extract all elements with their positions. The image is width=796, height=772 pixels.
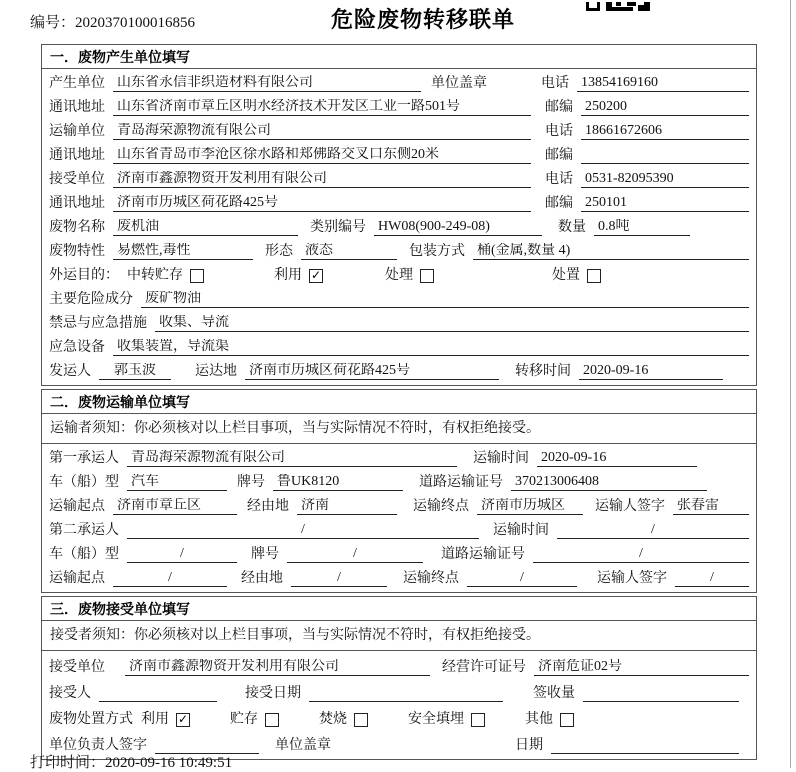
checkbox-empty-icon bbox=[190, 269, 204, 283]
origin-label: 运输起点 bbox=[49, 499, 105, 514]
print-time bbox=[30, 751, 232, 772]
checkbox-empty-icon bbox=[354, 713, 368, 727]
address-label: 通讯地址 bbox=[49, 100, 105, 115]
hazard-label: 主要危险成分 bbox=[49, 292, 133, 307]
checkbox-empty-icon bbox=[471, 713, 485, 727]
qty-label: 数量 bbox=[558, 220, 586, 235]
section-transporter bbox=[41, 389, 757, 593]
unit-seal-label: 单位盖章 bbox=[431, 76, 487, 91]
checkbox-empty-icon bbox=[560, 713, 574, 727]
row-producer-address bbox=[49, 94, 749, 118]
checkbox-option bbox=[230, 711, 279, 728]
producer-phone-value: 13854169160 bbox=[577, 75, 749, 92]
qty-value: 0.8吨 bbox=[594, 219, 690, 236]
purpose-options bbox=[127, 267, 601, 284]
plate-label: 牌号 bbox=[237, 475, 265, 490]
destination-value: 济南市历城区荷花路425号 bbox=[245, 363, 499, 380]
print-time-value: 2020-09-16 10:49:51 bbox=[105, 755, 233, 771]
receive-unit-value: 济南市鑫源物资开发利用有限公司 bbox=[125, 659, 430, 676]
category-value: HW08(900-249-08) bbox=[374, 219, 542, 236]
vehicle-type-label: 车（船）型 bbox=[49, 547, 119, 562]
row-first-route bbox=[49, 493, 749, 517]
second-origin-value: / bbox=[113, 570, 227, 587]
first-plate-value: 鲁UK8120 bbox=[273, 474, 403, 491]
receipt-qty-label: 签收量 bbox=[533, 686, 575, 701]
second-carrier-label: 第二承运人 bbox=[49, 523, 119, 538]
print-time-label: 打印时间： bbox=[30, 755, 106, 771]
carrier-sign-label: 运输人签字 bbox=[595, 499, 665, 514]
qr-code-fragment bbox=[586, 0, 656, 16]
row-first-carrier bbox=[49, 445, 749, 469]
transport-time-label: 运输时间 bbox=[473, 451, 529, 466]
producer-label: 产生单位 bbox=[49, 76, 105, 91]
first-road-license-value: 370213006408 bbox=[511, 474, 707, 491]
checkbox-option bbox=[141, 711, 190, 728]
first-origin-value: 济南市章丘区 bbox=[113, 498, 237, 515]
producer-address-value: 山东省济南市章丘区明水经济技术开发区工业一路501号 bbox=[113, 99, 531, 116]
package-label: 包装方式 bbox=[409, 244, 465, 259]
checkbox-option bbox=[127, 267, 204, 284]
form-label: 形态 bbox=[265, 244, 293, 259]
address-label: 通讯地址 bbox=[49, 148, 105, 163]
checkbox-option-label: 处置 bbox=[552, 268, 580, 283]
receive-unit-label: 接受单位 bbox=[49, 660, 105, 675]
first-carrier-label: 第一承运人 bbox=[49, 451, 119, 466]
second-transport-time-value: / bbox=[557, 522, 749, 539]
date-value bbox=[551, 737, 739, 754]
transporter-phone-value: 18661672606 bbox=[581, 123, 749, 140]
acceptor-value bbox=[99, 685, 217, 702]
phone-label: 电话 bbox=[545, 172, 573, 187]
row-waste-name bbox=[49, 214, 749, 238]
zip-label: 邮编 bbox=[545, 148, 573, 163]
producer-value: 山东省永信非织造材料有限公司 bbox=[113, 75, 421, 92]
first-vehicle-value: 汽车 bbox=[127, 474, 227, 491]
road-license-label: 道路运输证号 bbox=[419, 475, 503, 490]
character-label: 废物特性 bbox=[49, 244, 105, 259]
checkbox-checked-icon: ✓ bbox=[177, 711, 189, 726]
row-waste-character bbox=[49, 238, 749, 262]
endpoint-label: 运输终点 bbox=[403, 571, 459, 586]
section-producer bbox=[41, 44, 757, 386]
doc-number-label: 编号： bbox=[30, 15, 76, 31]
checkbox-checked-icon: ✓ bbox=[310, 267, 322, 282]
section2-title: 二．废物运输单位填写 bbox=[42, 390, 756, 414]
form-body bbox=[41, 44, 757, 763]
character-value: 易燃性,毒性 bbox=[113, 243, 253, 260]
section3-title: 三．废物接受单位填写 bbox=[42, 597, 756, 621]
category-label: 类别编号 bbox=[310, 220, 366, 235]
checkbox-option-label: 利用 bbox=[141, 712, 169, 727]
form-value: 液态 bbox=[301, 243, 397, 260]
taboo-value: 收集、导流 bbox=[155, 315, 749, 332]
page-right-edge-line bbox=[790, 0, 791, 768]
head-sign-label: 单位负责人签字 bbox=[49, 738, 147, 753]
receiver-label: 接受单位 bbox=[49, 172, 105, 187]
checkbox-option-label: 安全填埋 bbox=[408, 712, 464, 727]
disposal-label: 废物处置方式 bbox=[49, 712, 133, 727]
destination-label: 运达地 bbox=[195, 364, 237, 379]
transport-time-label: 运输时间 bbox=[493, 523, 549, 538]
checkbox-option bbox=[552, 267, 601, 284]
hazard-value: 废矿物油 bbox=[141, 291, 749, 308]
receiver-value: 济南市鑫源物资开发利用有限公司 bbox=[113, 171, 531, 188]
checkbox-empty-icon bbox=[265, 713, 279, 727]
first-via-value: 济南 bbox=[297, 498, 397, 515]
second-via-value: / bbox=[291, 570, 387, 587]
address-label: 通讯地址 bbox=[49, 196, 105, 211]
checkbox-option-label: 贮存 bbox=[230, 712, 258, 727]
receiver-zip-value: 250101 bbox=[581, 195, 749, 212]
equipment-label: 应急设备 bbox=[49, 340, 105, 355]
zip-label: 邮编 bbox=[545, 100, 573, 115]
origin-label: 运输起点 bbox=[49, 571, 105, 586]
first-carrier-sign-value: 张春雷 bbox=[673, 498, 749, 515]
section-receiver bbox=[41, 596, 757, 760]
second-plate-value: / bbox=[287, 546, 423, 563]
checkbox-option bbox=[319, 711, 368, 728]
phone-label: 电话 bbox=[545, 124, 573, 139]
via-label: 经由地 bbox=[247, 499, 289, 514]
row-disposal-method bbox=[49, 704, 749, 730]
package-value: 桶(金属,数量 4) bbox=[473, 243, 749, 260]
row-taboo-measures bbox=[49, 310, 749, 334]
phone-label: 电话 bbox=[541, 76, 569, 91]
row-first-vehicle bbox=[49, 469, 749, 493]
row-receive-unit bbox=[49, 652, 749, 678]
row-receiver-address bbox=[49, 190, 749, 214]
endpoint-label: 运输终点 bbox=[413, 499, 469, 514]
first-transport-time-value: 2020-09-16 bbox=[537, 450, 697, 467]
unit-seal-label: 单位盖章 bbox=[275, 738, 331, 753]
transporter-value: 青岛海荣源物流有限公司 bbox=[113, 123, 531, 140]
section1-title: 一．废物产生单位填写 bbox=[42, 45, 756, 69]
checkbox-option-label: 中转贮存 bbox=[127, 268, 183, 283]
accept-date-label: 接受日期 bbox=[245, 686, 301, 701]
purpose-label: 外运目的： bbox=[49, 268, 119, 283]
second-carrier-value: / bbox=[127, 522, 479, 539]
first-carrier-value: 青岛海荣源物流有限公司 bbox=[127, 450, 457, 467]
transfer-time-value: 2020-09-16 bbox=[579, 363, 723, 380]
receiver-address-value: 济南市历城区荷花路425号 bbox=[113, 195, 531, 212]
taboo-label: 禁忌与应急措施 bbox=[49, 316, 147, 331]
checkbox-option bbox=[525, 711, 574, 728]
via-label: 经由地 bbox=[241, 571, 283, 586]
row-second-vehicle bbox=[49, 541, 749, 565]
road-license-label: 道路运输证号 bbox=[441, 547, 525, 562]
receiver-phone-value: 0531-82095390 bbox=[581, 171, 749, 188]
checkbox-option-label: 焚烧 bbox=[319, 712, 347, 727]
zip-label: 邮编 bbox=[545, 196, 573, 211]
checkbox-option-label: 处理 bbox=[385, 268, 413, 283]
producer-zip-value: 250200 bbox=[581, 99, 749, 116]
carrier-sign-label: 运输人签字 bbox=[597, 571, 667, 586]
second-carrier-sign-value: / bbox=[675, 570, 749, 587]
transporter-label: 运输单位 bbox=[49, 124, 105, 139]
row-emergency-equipment bbox=[49, 334, 749, 358]
checkbox-empty-icon bbox=[420, 269, 434, 283]
row-transporter-address bbox=[49, 142, 749, 166]
row-second-route bbox=[49, 565, 749, 589]
equipment-value: 收集装置，导流渠 bbox=[113, 339, 749, 356]
transporter-zip-value bbox=[581, 147, 749, 164]
row-second-carrier bbox=[49, 517, 749, 541]
vehicle-type-label: 车（船）型 bbox=[49, 475, 119, 490]
checkbox-option bbox=[408, 711, 485, 728]
transfer-time-label: 转移时间 bbox=[515, 364, 571, 379]
doc-number-value: 2020370100016856 bbox=[75, 15, 196, 31]
checkbox-option bbox=[385, 267, 434, 284]
permit-label: 经营许可证号 bbox=[442, 660, 526, 675]
row-receiver bbox=[49, 166, 749, 190]
accept-date-value bbox=[309, 685, 503, 702]
second-vehicle-value: / bbox=[127, 546, 237, 563]
row-producer bbox=[49, 70, 749, 94]
permit-value: 济南危证02号 bbox=[534, 659, 749, 676]
disposal-options bbox=[141, 711, 614, 728]
receiver-notice: 接受者须知：你必须核对以上栏目事项，当与实际情况不符时，有权拒绝接受。 bbox=[42, 621, 756, 651]
acceptor-label: 接受人 bbox=[49, 686, 91, 701]
checkbox-empty-icon bbox=[587, 269, 601, 283]
page-title: 危险废物转移联单 bbox=[330, 7, 515, 32]
transporter-notice: 运输者须知：你必须核对以上栏目事项，当与实际情况不符时，有权拒绝接受。 bbox=[42, 414, 756, 444]
checkbox-option bbox=[274, 267, 323, 284]
checkbox-option-label: 利用 bbox=[274, 268, 302, 283]
first-endpoint-value: 济南市历城区 bbox=[477, 498, 583, 515]
row-hazard-component bbox=[49, 286, 749, 310]
plate-label: 牌号 bbox=[251, 547, 279, 562]
waste-name-label: 废物名称 bbox=[49, 220, 105, 235]
checkbox-option-label: 其他 bbox=[525, 712, 553, 727]
shipper-label: 发运人 bbox=[49, 364, 91, 379]
waste-name-value: 废机油 bbox=[113, 219, 298, 236]
receipt-qty-value bbox=[583, 685, 739, 702]
second-endpoint-value: / bbox=[467, 570, 577, 587]
second-road-license-value: / bbox=[533, 546, 749, 563]
shipper-value: 郭玉波 bbox=[99, 363, 171, 380]
row-transporter bbox=[49, 118, 749, 142]
row-shipper bbox=[49, 358, 749, 382]
row-transfer-purpose bbox=[49, 262, 749, 286]
transporter-address-value: 山东省青岛市李沧区徐水路和郑佛路交叉口东侧20米 bbox=[113, 147, 531, 164]
date-label: 日期 bbox=[515, 738, 543, 753]
row-acceptor bbox=[49, 678, 749, 704]
